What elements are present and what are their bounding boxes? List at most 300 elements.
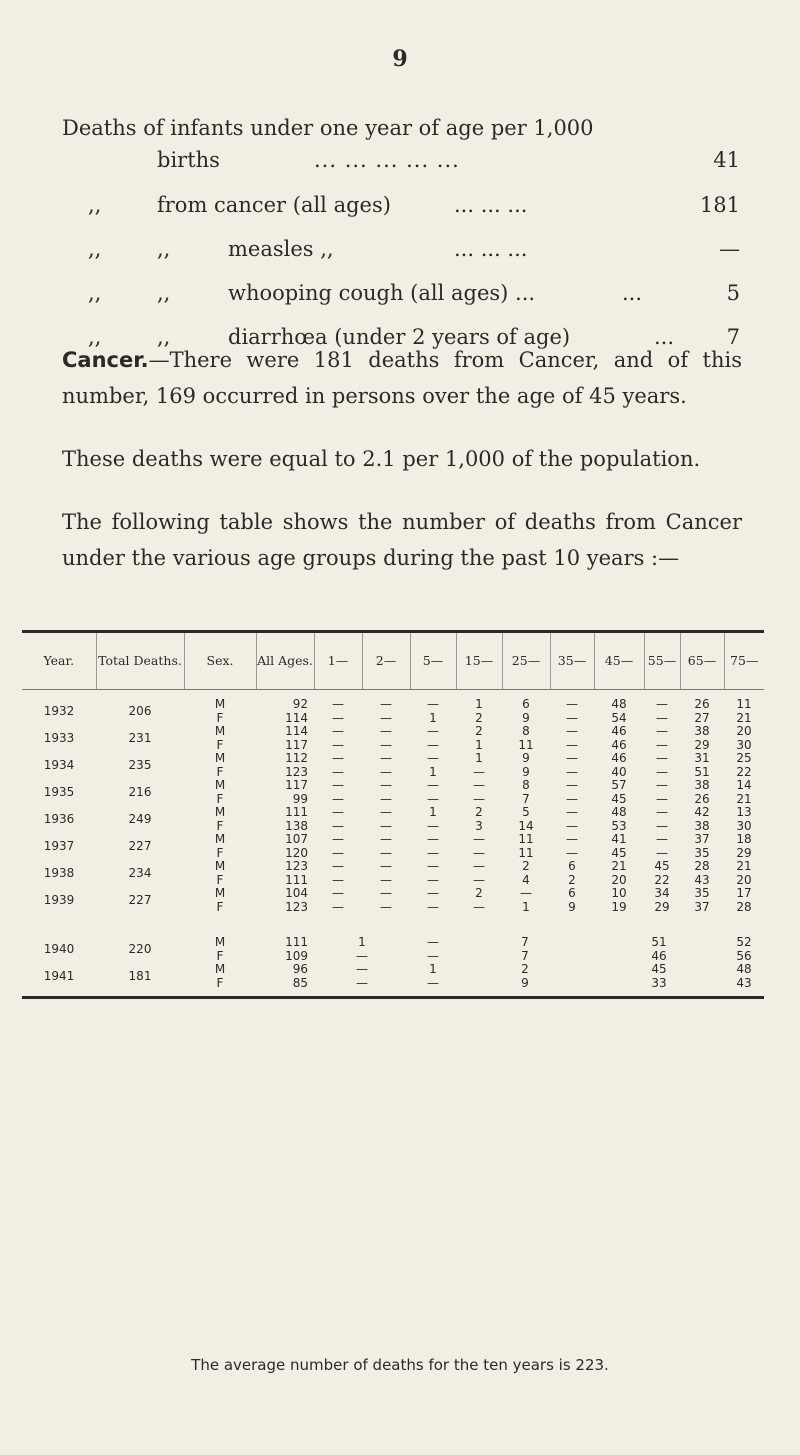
table-cell: —: [566, 724, 578, 738]
table-cell: —: [473, 832, 485, 846]
table-cell: 20: [736, 724, 752, 738]
table-cell: 31: [694, 751, 710, 765]
table-cell: 107: [285, 832, 308, 846]
column-header: 5—: [410, 632, 456, 690]
table-cell: 1933: [43, 730, 75, 745]
spacer-row: [22, 990, 764, 998]
table-cell: —: [356, 975, 368, 990]
table-cell: —: [566, 805, 578, 819]
table-cell: 117: [285, 778, 308, 792]
table-header-row: [22, 632, 764, 690]
table-cell: —: [566, 791, 578, 806]
table-cell: 40: [611, 764, 627, 779]
table-cell: 1: [429, 962, 437, 976]
table-intro-paragraph: The following table shows the number of deaths from Cancer under the various age groups during the past 10 years :—: [62, 510, 742, 570]
table-cell: 1940: [43, 941, 75, 956]
table-cell: M: [214, 886, 226, 900]
table-cell: 22: [654, 872, 670, 887]
mortality-stats: [62, 112, 740, 366]
table-cell: 27: [694, 710, 710, 725]
table-cell: —: [332, 805, 344, 819]
table-cell: 2: [475, 724, 483, 738]
table-cell: 123: [285, 859, 308, 873]
table-cell: —: [656, 724, 668, 738]
table-cell: 48: [611, 805, 627, 819]
table-cell: 1: [429, 805, 437, 819]
table-cell: —: [427, 818, 439, 833]
ditto-mark: ,,: [157, 237, 171, 261]
cancer-deaths-table: [22, 630, 764, 999]
table-cell: —: [356, 948, 368, 963]
table-cell: 11: [518, 832, 534, 846]
table-cell: —: [380, 899, 392, 914]
table-cell: —: [656, 805, 668, 819]
column-header: 2—: [362, 632, 410, 690]
table-cell: —: [473, 872, 485, 887]
ditto-mark: ,,: [157, 281, 171, 305]
table-cell: —: [427, 832, 439, 846]
table-cell: 1: [475, 751, 483, 765]
table-cell: —: [656, 751, 668, 765]
table-cell: 1941: [43, 968, 75, 983]
table-cell: —: [656, 832, 668, 846]
table-cell: —: [473, 764, 485, 779]
table-cell: 51: [651, 935, 667, 949]
table-cell: 1934: [43, 757, 75, 772]
table-cell: 45: [654, 859, 670, 873]
table-cell: —: [332, 899, 344, 914]
table-cell: —: [332, 886, 344, 900]
table-cell: —: [332, 791, 344, 806]
stat-value: 7: [726, 325, 740, 349]
table-cell: 28: [736, 899, 752, 914]
table-cell: F: [216, 764, 224, 779]
table-cell: 111: [285, 872, 308, 887]
table-cell: 1937: [43, 838, 75, 853]
table-cell: 56: [736, 948, 752, 963]
table-cell: F: [216, 710, 224, 725]
table-cell: 1935: [43, 784, 75, 799]
table-cell: —: [380, 737, 392, 752]
table-cell: —: [427, 751, 439, 765]
table-cell: 2: [522, 859, 530, 873]
table-row: [22, 698, 764, 712]
table-cell: 51: [694, 764, 710, 779]
table-cell: —: [656, 737, 668, 752]
table-cell: 1936: [43, 811, 75, 826]
stat-value: —: [719, 237, 740, 261]
table-cell: —: [380, 832, 392, 846]
table-cell: —: [427, 975, 439, 990]
table-row: [22, 936, 764, 950]
table-cell: M: [214, 778, 226, 792]
leader-dots: ... ... ...: [454, 193, 528, 217]
column-header: Total Deaths.: [96, 632, 184, 690]
table-cell: 1: [475, 697, 483, 711]
table-cell: 2: [475, 805, 483, 819]
table-cell: —: [427, 845, 439, 860]
table-cell: 38: [694, 818, 710, 833]
stat-label: measles ,,: [228, 237, 334, 261]
table-cell: —: [427, 899, 439, 914]
table-cell: 48: [611, 697, 627, 711]
table-cell: 227: [128, 838, 152, 853]
table-cell: 42: [694, 805, 710, 819]
table-cell: 43: [694, 872, 710, 887]
ditto-mark: ,,: [88, 281, 102, 305]
table-cell: 9: [568, 899, 576, 914]
table-cell: 46: [611, 751, 627, 765]
table-cell: 38: [694, 778, 710, 792]
table-cell: 11: [736, 697, 752, 711]
table-cell: —: [380, 778, 392, 792]
table-cell: 21: [736, 791, 752, 806]
table-cell: 206: [128, 703, 152, 718]
table-cell: 45: [611, 791, 627, 806]
table-cell: 48: [736, 962, 752, 976]
table-cell: —: [427, 737, 439, 752]
table-cell: 4: [522, 872, 530, 887]
table-cell: 8: [522, 724, 530, 738]
table-cell: —: [380, 818, 392, 833]
table-cell: —: [427, 778, 439, 792]
table-cell: —: [380, 845, 392, 860]
table-cell: 53: [611, 818, 627, 833]
table-cell: —: [380, 805, 392, 819]
table-cell: —: [380, 724, 392, 738]
table-cell: —: [332, 764, 344, 779]
stat-whooping-cough: [62, 278, 740, 308]
table-cell: —: [332, 737, 344, 752]
table-cell: F: [216, 948, 224, 963]
stat-label: diarrhœa (under 2 years of age): [228, 325, 571, 349]
table-cell: —: [380, 751, 392, 765]
table-cell: 6: [568, 859, 576, 873]
table-cell: 5: [522, 805, 530, 819]
stat-label: from cancer (all ages): [157, 193, 391, 217]
table-cell: 46: [611, 724, 627, 738]
table-cell: 11: [518, 845, 534, 860]
table-cell: M: [214, 935, 226, 949]
stat-cancer: [62, 190, 740, 220]
table-cell: 117: [285, 737, 308, 752]
table-cell: —: [332, 697, 344, 711]
table-cell: 2: [475, 710, 483, 725]
table-row: [22, 833, 764, 847]
column-header: 75—: [724, 632, 764, 690]
rate-paragraph: These deaths were equal to 2.1 per 1,000 of the population.: [62, 447, 701, 471]
ditto-mark: ,,: [88, 193, 102, 217]
column-header: 1—: [314, 632, 362, 690]
table-cell: 120: [285, 845, 308, 860]
table-cell: 1938: [43, 865, 75, 880]
column-header: All Ages.: [256, 632, 314, 690]
column-header: Year.: [22, 632, 96, 690]
table-cell: —: [332, 724, 344, 738]
table-cell: 220: [128, 941, 152, 956]
table-cell: M: [214, 832, 226, 846]
table-cell: —: [656, 778, 668, 792]
table-cell: —: [332, 778, 344, 792]
table-cell: —: [427, 791, 439, 806]
footer-note: The average number of deaths for the ten years is 223.: [191, 1356, 609, 1374]
column-header: 45—: [594, 632, 644, 690]
table-cell: M: [214, 805, 226, 819]
table-cell: —: [427, 872, 439, 887]
table-cell: 19: [611, 899, 627, 914]
table-cell: 1932: [43, 703, 75, 718]
table-cell: 1: [358, 935, 366, 949]
table-cell: 37: [694, 899, 710, 914]
table-cell: M: [214, 962, 226, 976]
cancer-deaths-table-wrap: [22, 630, 764, 999]
table-cell: —: [473, 778, 485, 792]
stat-value: 41: [713, 148, 740, 172]
table-cell: 227: [128, 892, 152, 907]
leader-dots: ... ... ...: [454, 237, 528, 261]
table-cell: M: [214, 859, 226, 873]
table-cell: —: [332, 845, 344, 860]
table-cell: 37: [694, 832, 710, 846]
table-row: [22, 752, 764, 766]
table-cell: —: [380, 859, 392, 873]
stat-value: 5: [726, 281, 740, 305]
table-cell: 21: [736, 859, 752, 873]
spacer-row: [22, 690, 764, 699]
table-cell: 1: [429, 764, 437, 779]
table-cell: 2: [521, 962, 529, 976]
table-cell: 20: [736, 872, 752, 887]
table-cell: —: [427, 724, 439, 738]
table-cell: 181: [128, 968, 152, 983]
table-cell: —: [566, 751, 578, 765]
table-cell: —: [356, 962, 368, 976]
table-cell: —: [566, 778, 578, 792]
table-cell: —: [332, 751, 344, 765]
table-cell: 29: [654, 899, 670, 914]
table-cell: 9: [522, 710, 530, 725]
table-cell: 35: [694, 886, 710, 900]
table-cell: 2: [568, 872, 576, 887]
table-cell: 21: [611, 859, 627, 873]
table-row: [22, 806, 764, 820]
column-header: Sex.: [184, 632, 256, 690]
table-cell: 96: [292, 962, 308, 976]
leader-dots: ...: [622, 281, 643, 305]
table-cell: F: [216, 845, 224, 860]
table-cell: 216: [128, 784, 152, 799]
table-cell: M: [214, 751, 226, 765]
table-cell: 138: [285, 818, 308, 833]
table-cell: 26: [694, 791, 710, 806]
table-cell: 7: [522, 791, 530, 806]
table-cell: 45: [651, 962, 667, 976]
table-cell: —: [566, 697, 578, 711]
table-cell: 112: [285, 751, 308, 765]
stat-label-cont: births ... ... ... ... ...: [157, 148, 460, 172]
table-cell: 114: [285, 710, 308, 725]
table-cell: 6: [522, 697, 530, 711]
table-cell: —: [427, 935, 439, 949]
column-header: 35—: [550, 632, 594, 690]
table-cell: 109: [285, 948, 308, 963]
ditto-mark: ,,: [88, 325, 102, 349]
table-cell: 234: [128, 865, 152, 880]
table-cell: —: [566, 764, 578, 779]
table-cell: 34: [654, 886, 670, 900]
table-cell: F: [216, 791, 224, 806]
table-cell: 52: [736, 935, 752, 949]
table-cell: 14: [518, 818, 534, 833]
table-cell: —: [380, 697, 392, 711]
table-cell: —: [380, 764, 392, 779]
table-cell: —: [332, 818, 344, 833]
table-cell: —: [656, 818, 668, 833]
table-cell: 9: [521, 975, 529, 990]
table-cell: 18: [736, 832, 752, 846]
table-cell: —: [566, 710, 578, 725]
table-cell: 231: [128, 730, 152, 745]
table-cell: 1: [475, 737, 483, 752]
table-cell: F: [216, 872, 224, 887]
spacer-row: [22, 914, 764, 936]
cancer-heading: Cancer.: [62, 348, 149, 372]
table-cell: 7: [521, 935, 529, 949]
table-cell: 17: [736, 886, 752, 900]
table-cell: —: [473, 899, 485, 914]
table-cell: 25: [736, 751, 752, 765]
table-cell: 28: [694, 859, 710, 873]
table-cell: 92: [292, 697, 308, 711]
column-header: 15—: [456, 632, 502, 690]
table-cell: —: [656, 697, 668, 711]
table-cell: 20: [611, 872, 627, 887]
table-cell: 30: [736, 737, 752, 752]
table-cell: —: [566, 737, 578, 752]
table-row: [22, 887, 764, 901]
cancer-paragraph: Cancer.—There were 181 deaths from Cancer, and of this number, 169 occurred in persons over the age of 45 years.: [62, 348, 742, 408]
table-cell: —: [566, 845, 578, 860]
table-cell: 33: [651, 975, 667, 990]
table-cell: 111: [285, 805, 308, 819]
table-cell: 9: [522, 764, 530, 779]
table-cell: M: [214, 697, 226, 711]
stat-label: Deaths of infants under one year of age per 1,000: [62, 116, 594, 140]
table-cell: 13: [736, 805, 752, 819]
table-cell: 11: [518, 737, 534, 752]
table-cell: —: [332, 832, 344, 846]
table-row: [22, 860, 764, 874]
table-cell: —: [566, 832, 578, 846]
stat-infant-deaths: [62, 112, 740, 176]
table-cell: —: [380, 872, 392, 887]
table-cell: 29: [694, 737, 710, 752]
table-cell: 1: [429, 710, 437, 725]
table-cell: 54: [611, 710, 627, 725]
table-cell: 46: [611, 737, 627, 752]
table-cell: 45: [611, 845, 627, 860]
column-header: 25—: [502, 632, 550, 690]
table-cell: 57: [611, 778, 627, 792]
table-cell: 41: [611, 832, 627, 846]
table-cell: —: [427, 697, 439, 711]
table-cell: 30: [736, 818, 752, 833]
stat-label: whooping cough (all ages) ...: [228, 281, 536, 305]
table-cell: —: [427, 948, 439, 963]
table-cell: 123: [285, 899, 308, 914]
table-cell: 22: [736, 764, 752, 779]
table-cell: 111: [285, 935, 308, 949]
table-cell: 46: [651, 948, 667, 963]
stat-measles: [62, 234, 740, 264]
leader-dots: ...: [654, 325, 675, 349]
table-cell: —: [473, 859, 485, 873]
table-cell: 2: [475, 886, 483, 900]
table-cell: 21: [736, 710, 752, 725]
table-cell: —: [566, 818, 578, 833]
table-cell: 7: [521, 948, 529, 963]
table-cell: —: [332, 859, 344, 873]
table-cell: —: [427, 886, 439, 900]
table-cell: 8: [522, 778, 530, 792]
table-cell: 85: [292, 975, 308, 990]
table-cell: —: [656, 710, 668, 725]
table-cell: 10: [611, 886, 627, 900]
table-cell: 235: [128, 757, 152, 772]
table-cell: —: [520, 886, 532, 900]
ditto-mark: ,,: [88, 237, 102, 261]
table-cell: 3: [475, 818, 483, 833]
table-cell: F: [216, 899, 224, 914]
table-row: [22, 963, 764, 977]
table-cell: M: [214, 724, 226, 738]
column-header: 65—: [680, 632, 724, 690]
table-cell: F: [216, 975, 224, 990]
table-cell: 1939: [43, 892, 75, 907]
table-cell: —: [380, 886, 392, 900]
table-cell: 123: [285, 764, 308, 779]
table-cell: —: [473, 791, 485, 806]
table-cell: 1: [522, 899, 530, 914]
table-cell: —: [380, 710, 392, 725]
table-cell: —: [656, 791, 668, 806]
table-cell: 104: [285, 886, 308, 900]
table-cell: —: [332, 710, 344, 725]
table-cell: 38: [694, 724, 710, 738]
table-cell: —: [427, 859, 439, 873]
table-cell: 35: [694, 845, 710, 860]
table-cell: —: [380, 791, 392, 806]
table-cell: 26: [694, 697, 710, 711]
table-cell: 114: [285, 724, 308, 738]
table-cell: 29: [736, 845, 752, 860]
table-cell: —: [332, 872, 344, 887]
table-cell: 249: [128, 811, 152, 826]
stat-value: 181: [699, 193, 740, 217]
table-row: [22, 725, 764, 739]
table-cell: —: [656, 845, 668, 860]
table-cell: 6: [568, 886, 576, 900]
table-cell: 43: [736, 975, 752, 990]
table-cell: F: [216, 737, 224, 752]
table-cell: 9: [522, 751, 530, 765]
table-row: [22, 779, 764, 793]
column-header: 55—: [644, 632, 680, 690]
page-number: 9: [392, 46, 408, 72]
ditto-mark: ,,: [157, 325, 171, 349]
table-cell: 99: [292, 791, 308, 806]
table-cell: —: [473, 845, 485, 860]
